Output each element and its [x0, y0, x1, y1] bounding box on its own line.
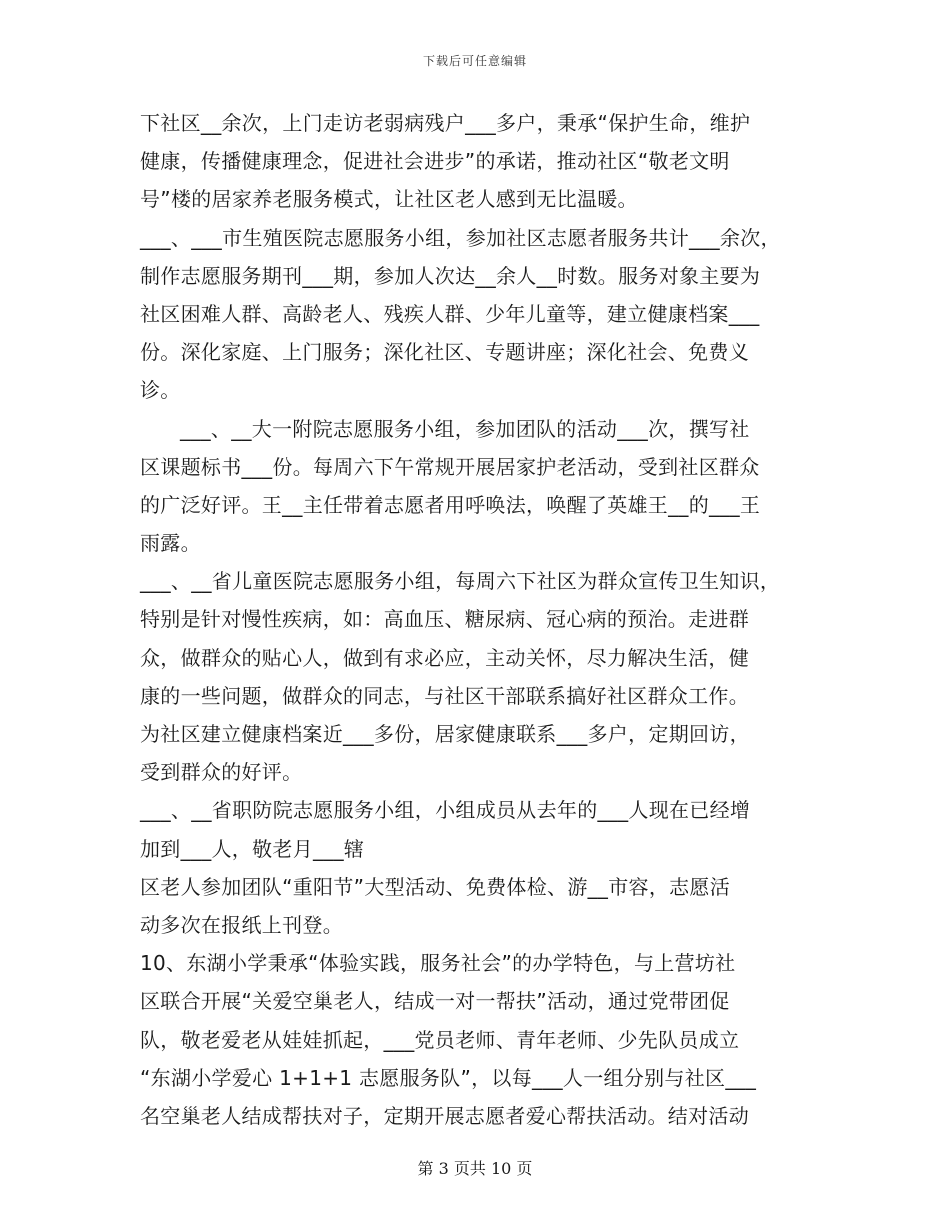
text-line: 的广泛好评。王__主任带着志愿者用呼唤法，唤醒了英雄王__的___王: [140, 492, 761, 517]
text-line: 诊。: [140, 378, 181, 403]
text-line: 特别是针对慢性疾病，如：高血压、糖尿病、冠心病的预治。走进群: [140, 607, 749, 632]
text-line: ___、__省职防院志愿服务小组，小组成员从去年的___人现在已经增: [140, 798, 751, 823]
text-line: 动多次在报纸上刊登。: [140, 912, 343, 937]
text-line: 加到___人，敬老月___辖: [140, 836, 365, 861]
page-header: 下载后可任意编辑: [422, 54, 527, 68]
text-line: 雨露。: [140, 531, 201, 556]
text-line: 健康，传播健康理念，促进社会进步”的承诺，推动社区“敬老文明: [140, 149, 730, 174]
text-line: 队，敬老爱老从娃娃抓起，___党员老师、青年老师、少先队员成立: [140, 1027, 740, 1052]
text-line: 制作志愿服务期刊___期，参加人次达__余人__时数。服务对象主要为: [140, 263, 761, 288]
text-line: 号”楼的居家养老服务模式，让社区老人感到无比温暖。: [140, 187, 638, 212]
text-line: 下社区__余次，上门走访老弱病残户___多户，秉承“保护生命，维护: [140, 111, 751, 135]
text-line: 区课题标书___份。每周六下午常规开展居家护老活动，受到社区群众: [140, 454, 760, 479]
text-line: ___、__大一附院志愿服务小组，参加团队的活动___次，撰写社: [180, 416, 750, 441]
text-line: 受到群众的好评。: [140, 760, 303, 785]
text-line: “东湖小学爱心 1+1+1 志愿服务队”，以每___人一组分别与社区___: [140, 1065, 757, 1090]
text-line: 社区困难人群、高龄老人、残疾人群、少年儿童等，建立健康档案___: [140, 301, 760, 326]
page-number: 第 3 页共 10 页: [417, 1159, 533, 1178]
document-body: [140, 104, 820, 1135]
text-line: 份。深化家庭、上门服务；深化社区、专题讲座；深化社会、免费义: [140, 340, 749, 365]
text-line: 区老人参加团队“重阳节”大型活动、免费体检、游__市容，志愿活: [140, 874, 731, 899]
text-line: 区联合开展“关爱空巢老人，结成一对一帮扶”活动，通过党带团促: [140, 989, 730, 1014]
text-line: 10、东湖小学秉承“体验实践，服务社会”的办学特色，与上营坊社: [140, 951, 736, 976]
text-line: 众，做群众的贴心人，做到有求必应，主动关怀，尽力解决生活，健: [140, 645, 749, 670]
text-line: 为社区建立健康档案近___多份，居家健康联系___多户，定期回访，: [140, 722, 750, 746]
text-line: ___、___市生殖医院志愿服务小组，参加社区志愿者服务共计___余次，: [140, 225, 781, 250]
text-line: 名空巢老人结成帮扶对子，定期开展志愿者爱心帮扶活动。结对活动: [140, 1103, 749, 1128]
text-line: ___、__省儿童医院志愿服务小组，每周六下社区为群众宣传卫生知识，: [140, 569, 781, 594]
text-line: 康的一些问题，做群众的同志，与社区干部联系搞好社区群众工作。: [140, 683, 749, 708]
